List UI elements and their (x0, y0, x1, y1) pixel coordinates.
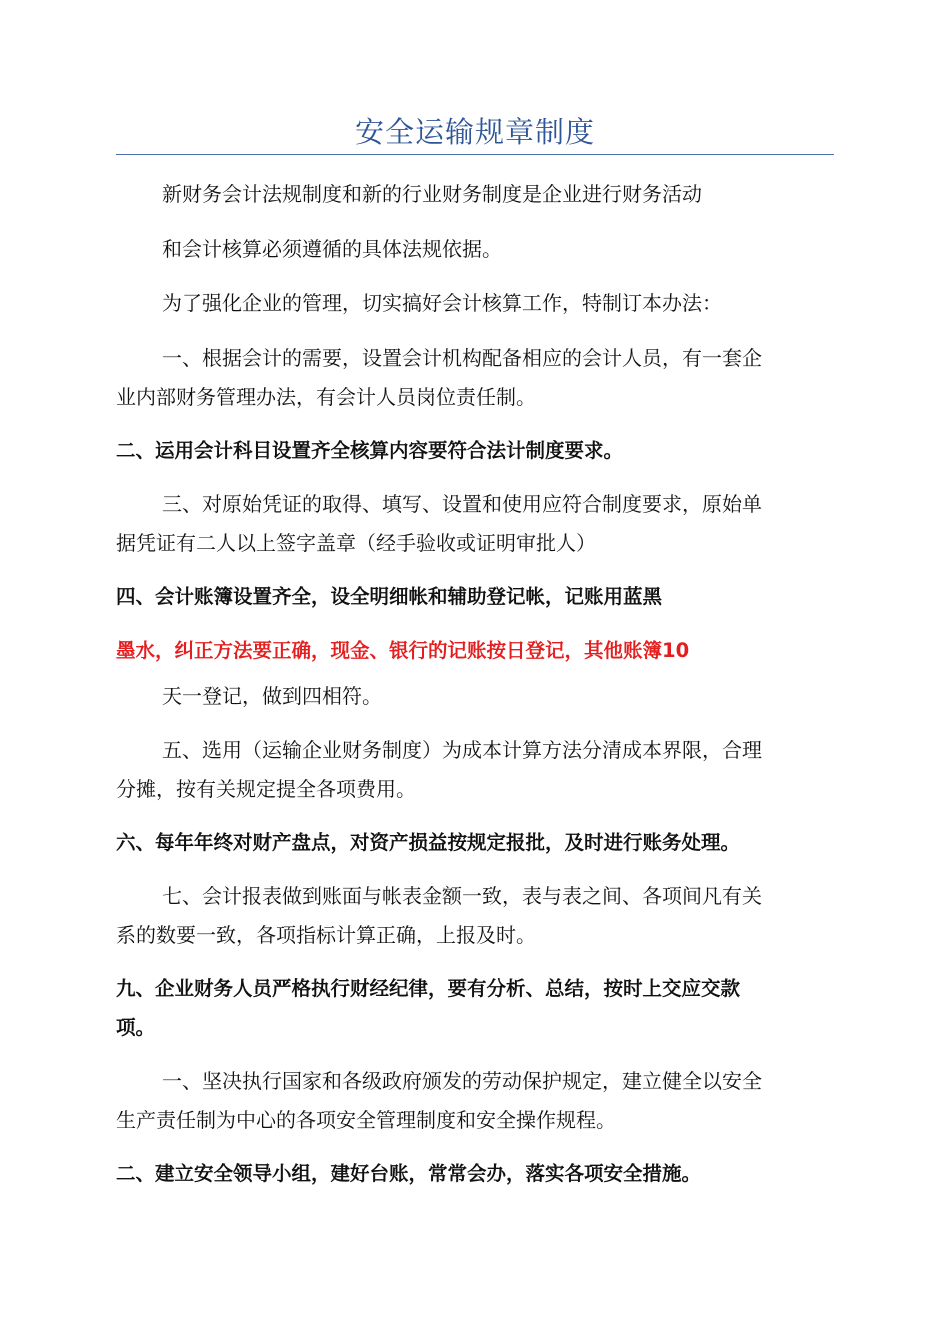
bold-clause: 六、每年年终对财产盘点，对资产损益按规定报批，及时进行账务处理。 (116, 831, 741, 854)
paragraph-line: 据凭证有二人以上签字盖章（经手验收或证明审批人） (116, 531, 596, 555)
bold-clause: 四、会计账簿设置齐全，设全明细帐和辅助登记帐，记账用蓝黑 (116, 585, 663, 608)
paragraph-line: 一、根据会计的需要，设置会计机构配备相应的会计人员，有一套企 (162, 346, 762, 370)
bold-clause: 二、建立安全领导小组，建好台账，常常会办，落实各项安全措施。 (116, 1162, 702, 1185)
paragraph-line: 天一登记，做到四相符。 (162, 684, 382, 708)
paragraph-line: 为了强化企业的管理，切实搞好会计核算工作，特制订本办法： (162, 291, 722, 315)
document-title: 安全运输规章制度 (354, 115, 595, 149)
paragraph-line: 一、坚决执行国家和各级政府颁发的劳动保护规定，建立健全以安全 (162, 1069, 762, 1093)
paragraph-line: 七、会计报表做到账面与帐表金额一致，表与表之间、各项间凡有关 (162, 884, 762, 908)
paragraph-line: 三、对原始凭证的取得、填写、设置和使用应符合制度要求，原始单 (162, 492, 762, 516)
paragraph-line: 业内部财务管理办法，有会计人员岗位责任制。 (116, 385, 536, 409)
paragraph-line: 五、选用（运输企业财务制度）为成本计算方法分清成本界限，合理 (162, 738, 762, 762)
paragraph-line: 生产责任制为中心的各项安全管理制度和安全操作规程。 (116, 1108, 616, 1132)
bold-clause: 二、运用会计科目设置齐全核算内容要符合法计制度要求。 (116, 439, 624, 462)
paragraph-line: 分摊，按有关规定提全各项费用。 (116, 777, 416, 801)
title-underline (116, 154, 834, 155)
paragraph-line: 新财务会计法规制度和新的行业财务制度是企业进行财务活动 (162, 182, 702, 206)
bold-clause: 项。 (116, 1016, 156, 1039)
bold-clause: 九、企业财务人员严格执行财经纪律，要有分析、总结，按时上交应交款 (116, 977, 741, 1000)
highlighted-clause: 墨水，纠正方法要正确，现金、银行的记账按日登记，其他账簿10 (116, 639, 690, 662)
paragraph-line: 系的数要一致，各项指标计算正确，上报及时。 (116, 923, 536, 947)
paragraph-line: 和会计核算必须遵循的具体法规依据。 (162, 237, 502, 261)
